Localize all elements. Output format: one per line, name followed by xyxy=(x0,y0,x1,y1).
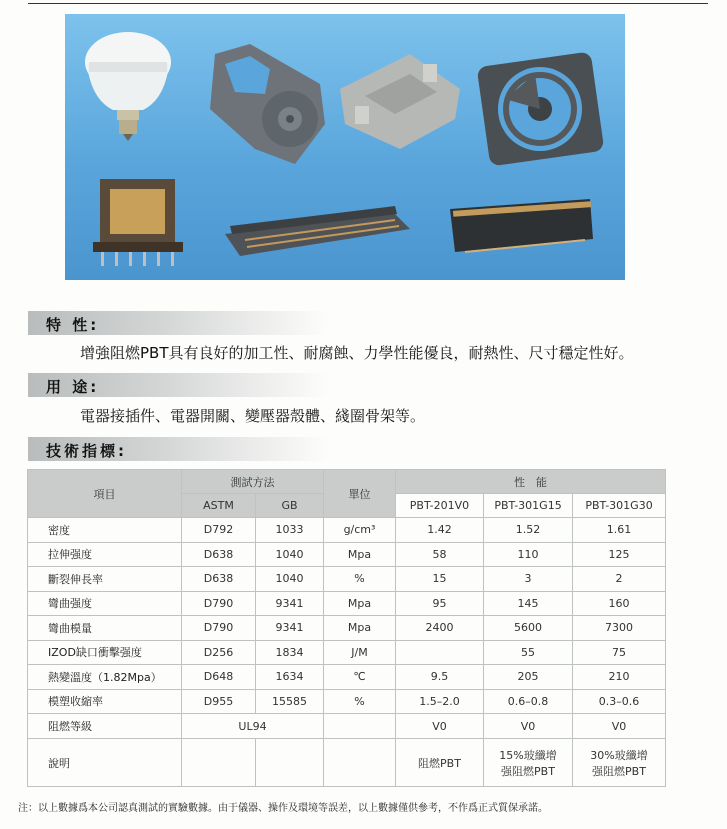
cell-gb: 9341 xyxy=(256,616,324,641)
cell-v1: 58 xyxy=(396,542,484,567)
cell-astm: D648 xyxy=(182,665,256,690)
desc-v2 xyxy=(484,739,573,787)
cell-v2: 145 xyxy=(484,591,573,616)
specs-heading-bar xyxy=(28,437,328,461)
table-row xyxy=(28,640,666,665)
cell-v1: 1.5–2.0 xyxy=(396,689,484,714)
cell-unit: Mpa xyxy=(324,542,396,567)
features-text: 增強阻燃PBT具有良好的加工性、耐腐蝕、力學性能優良，耐熱性、尺寸穩定性好。 xyxy=(80,344,634,362)
table-row xyxy=(28,665,666,690)
table-row xyxy=(28,689,666,714)
cell-gb: 1040 xyxy=(256,542,324,567)
cell-v1: 95 xyxy=(396,591,484,616)
cell-astm: D790 xyxy=(182,616,256,641)
header-connector-product xyxy=(450,199,593,252)
cell-item: 模塑收縮率 xyxy=(28,689,182,714)
cell-v3: 7300 xyxy=(573,616,666,641)
table-row-flame xyxy=(28,714,666,739)
cell-astm: D256 xyxy=(182,640,256,665)
cell-item: 熱變溫度（1.82Mpa） xyxy=(28,665,182,690)
bobbin-product xyxy=(93,179,183,266)
cell-astm: D638 xyxy=(182,567,256,592)
light-bracket-product xyxy=(340,54,460,149)
uses-heading-bar xyxy=(28,373,328,397)
cell-item: 彎曲强度 xyxy=(28,591,182,616)
cell-astm: D790 xyxy=(182,591,256,616)
cell-item: IZOD缺口衝擊强度 xyxy=(28,640,182,665)
uses-heading: 用 途: xyxy=(46,378,100,396)
flame-item: 阻燃等級 xyxy=(28,714,182,739)
header-item: 項目 xyxy=(28,470,182,518)
table-row xyxy=(28,518,666,543)
header-grade-2: PBT-301G15 xyxy=(484,494,573,518)
flame-unit xyxy=(324,714,396,739)
cell-gb: 1634 xyxy=(256,665,324,690)
desc-gb xyxy=(256,739,324,787)
uses-text: 電器接插件、電器開關、變壓器殼體、綫圈骨架等。 xyxy=(80,407,426,425)
top-rule xyxy=(28,3,708,4)
cell-gb: 1040 xyxy=(256,567,324,592)
cell-v3: 2 xyxy=(573,567,666,592)
cell-unit: Mpa xyxy=(324,616,396,641)
cell-v2: 1.52 xyxy=(484,518,573,543)
cell-v3: 125 xyxy=(573,542,666,567)
cell-astm: D792 xyxy=(182,518,256,543)
desc-v2-line2: 强阻燃PBT xyxy=(501,764,555,778)
header-unit: 單位 xyxy=(324,470,396,518)
cell-gb: 1834 xyxy=(256,640,324,665)
header-grade-3: PBT-301G30 xyxy=(573,494,666,518)
desc-v1: 阻燃PBT xyxy=(396,739,484,787)
product-photo xyxy=(65,14,625,280)
header-grade-1: PBT-201V0 xyxy=(396,494,484,518)
header-gb: GB xyxy=(256,494,324,518)
table-row xyxy=(28,616,666,641)
cell-item: 彎曲模量 xyxy=(28,616,182,641)
cell-v1: 15 xyxy=(396,567,484,592)
flame-v1: V0 xyxy=(396,714,484,739)
cell-v2: 205 xyxy=(484,665,573,690)
desc-unit xyxy=(324,739,396,787)
spec-table xyxy=(27,469,666,787)
cell-v3: 75 xyxy=(573,640,666,665)
desc-v3-line2: 强阻燃PBT xyxy=(592,764,646,778)
cell-v1: 9.5 xyxy=(396,665,484,690)
connector-product xyxy=(225,206,410,256)
desc-astm xyxy=(182,739,256,787)
cell-unit: Mpa xyxy=(324,591,396,616)
cell-unit: g/cm³ xyxy=(324,518,396,543)
header-astm: ASTM xyxy=(182,494,256,518)
cell-v2: 5600 xyxy=(484,616,573,641)
cell-v1 xyxy=(396,640,484,665)
fan-frame-product xyxy=(477,51,605,166)
flame-v2: V0 xyxy=(484,714,573,739)
cell-v1: 2400 xyxy=(396,616,484,641)
cell-gb: 9341 xyxy=(256,591,324,616)
cell-item: 斷裂伸長率 xyxy=(28,567,182,592)
features-heading: 特 性: xyxy=(46,316,100,334)
table-row-desc xyxy=(28,739,666,787)
cell-v2: 110 xyxy=(484,542,573,567)
footnote: 注：以上數據爲本公司認真測試的實驗數據。由于儀器、操作及環境等誤差，以上數據僅供參考，不作爲正式質保承諾。 xyxy=(18,803,548,814)
features-heading-bar xyxy=(28,311,328,335)
products-illustration xyxy=(65,14,625,280)
flame-v3: V0 xyxy=(573,714,666,739)
cell-item: 密度 xyxy=(28,518,182,543)
cell-item: 拉伸强度 xyxy=(28,542,182,567)
lamp-housing-product xyxy=(85,32,171,141)
table-row xyxy=(28,567,666,592)
header-test-method: 測試方法 xyxy=(182,470,324,494)
cell-astm: D638 xyxy=(182,542,256,567)
cell-gb: 15585 xyxy=(256,689,324,714)
header-performance: 性 能 xyxy=(396,470,666,494)
cell-v3: 0.3–0.6 xyxy=(573,689,666,714)
cell-gb: 1033 xyxy=(256,518,324,543)
cell-unit: % xyxy=(324,689,396,714)
table-header-row-1 xyxy=(28,470,666,494)
cell-v2: 55 xyxy=(484,640,573,665)
cell-v3: 210 xyxy=(573,665,666,690)
desc-v3-line1: 30%玻纖增 xyxy=(590,748,648,762)
cell-unit: J/M xyxy=(324,640,396,665)
cell-unit: % xyxy=(324,567,396,592)
table-row xyxy=(28,591,666,616)
gray-frame-product xyxy=(210,44,325,164)
desc-v3 xyxy=(573,739,666,787)
cell-v3: 160 xyxy=(573,591,666,616)
desc-v2-line1: 15%玻纖增 xyxy=(499,748,557,762)
cell-v1: 1.42 xyxy=(396,518,484,543)
flame-method: UL94 xyxy=(182,714,324,739)
cell-v2: 3 xyxy=(484,567,573,592)
table-row xyxy=(28,542,666,567)
cell-astm: D955 xyxy=(182,689,256,714)
desc-item: 說明 xyxy=(28,739,182,787)
cell-unit: ℃ xyxy=(324,665,396,690)
cell-v3: 1.61 xyxy=(573,518,666,543)
spec-rows xyxy=(28,518,666,714)
cell-v2: 0.6–0.8 xyxy=(484,689,573,714)
specs-heading: 技術指標: xyxy=(46,442,127,460)
